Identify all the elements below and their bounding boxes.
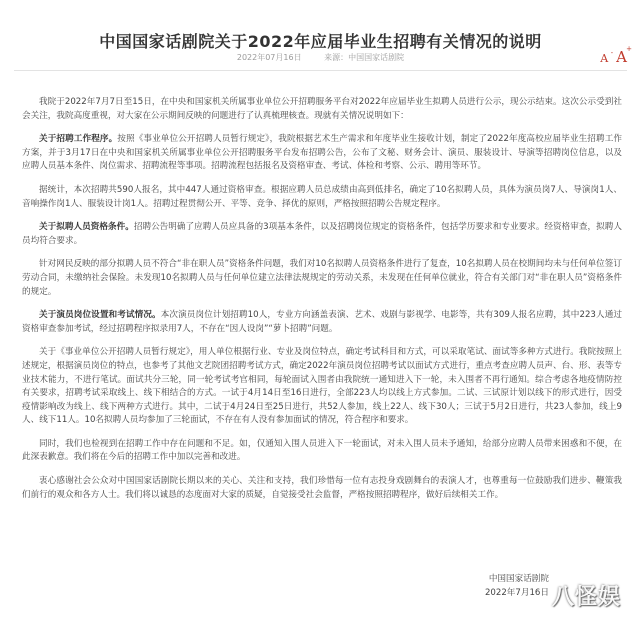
paragraph-process xyxy=(22,133,622,174)
paragraph-qualification-text: 招聘公告明确了应聘人员应具备的3项基本条件，以及招聘岗位规定的资格条件，包括学历要求和专业要求。经资格审查，拟聘人员均符合要求。 xyxy=(22,222,622,246)
font-decrease-sign: - xyxy=(610,49,614,57)
font-size-controls xyxy=(600,45,632,66)
header-divider xyxy=(14,70,627,71)
font-increase-sign: + xyxy=(626,45,632,53)
paragraph-process-text: 按照《事业单位公开招聘人员暂行规定》，我院根据艺术生产需求和年度毕业生接收计划，制定了2022年度高校应届毕业生招聘工作方案，并于3月17日在中央和国家机关所属事业单位公开招聘服务平台发布招聘公告，公布了文秘、财务会计、演员、服装设计、导演等招聘岗位信息，以及应聘人员基本条件、岗位需求、招聘流程等事项。招聘流程包括报名及资格审查、考试、体检和考察、公示、聘用等环节。 xyxy=(22,134,622,172)
watermark-logo: 八怪娱 xyxy=(551,585,621,610)
paragraph-thanks-text: 衷心感谢社会公众对中国国家话剧院长期以来的关心、关注和支持，我们珍惜每一位有志投身戏剧舞台的表演人才，也尊重每一位鼓励我们进步、鞭策我们前行的观众和各方人士。我们将以诚恳的态度面对大家的质疑，自觉接受社会监督，严格按照招聘程序，做好后续相关工作。 xyxy=(22,476,622,500)
paragraph-exam-format-text: 关于《事业单位公开招聘人员暂行规定》，用人单位根据行业、专业及岗位特点，确定考试科目和方式，可以采取笔试、面试等多种方式进行。我院按照上述规定，根据演员岗位的特点，也参考了其他文艺院团招聘考试方式，确定2022年演员岗位招聘考试以面试方式进行，重点考查应聘人员声、台、形、表等专业技术能力，不进行笔试。面试共分三轮，同一轮考试考官相同，每轮面试入围者由我院统一通知进入下一轮，未入围者不再行通知。综合考虑各地疫情防控有关要求，招聘考试采取线上、线下相结合的方式。一试于4月14日至16日进行，全部223人均以线上方式参加。二试、三试原计划以线下的形式进行，因受疫情影响改为线上、线下两种方式进行。其中，二试于4月24日至25日进行，共52人参加，线上22人、线下30人；三试于5月2日进行，共23人参加，线上9人、线下11人。10名拟聘人员均参加了三轮面试，不存在有人没有参加面试的情况，符合程序和要求。 xyxy=(22,347,622,426)
publish-date: 2022年07月16日 xyxy=(236,53,302,62)
paragraph-actor-positions-text: 本次演员岗位计划招聘10人，专业方向涵盖表演、艺术、戏剧与影视学、电影等，共有309人报名应聘，其中223人通过资格审查参加考试，经过招聘程序拟录用7人，不存在“因人设岗”“萝卜招聘”问题。 xyxy=(22,310,622,334)
paragraph-thanks xyxy=(22,475,622,502)
paragraph-employment-status xyxy=(22,258,622,299)
article-meta xyxy=(0,52,641,63)
font-decrease-label: A xyxy=(600,52,609,65)
signature-block xyxy=(485,572,549,600)
font-increase-label: A xyxy=(616,48,627,66)
paragraph-qualification xyxy=(22,221,622,248)
article-source: 来源：中国国家话剧院 xyxy=(324,53,405,62)
font-increase-button[interactable] xyxy=(616,45,632,66)
section-heading-actor-positions: 关于演员岗位设置和考试情况。 xyxy=(39,310,161,321)
paragraph-employment-status-text: 针对网民反映的部分拟聘人员不符合“非在职人员”资格条件问题，我们对10名拟聘人员资格条件进行了复查，10名拟聘人员在校期间均未与任何单位签订劳动合同，未缴纳社会保险。未发现10名拟聘人员与任何单位建立法律法规规定的劳动关系，未发现在任何单位就业，符合有关部门对“非在职人员”资格条件的规定。 xyxy=(22,259,622,297)
font-decrease-button[interactable] xyxy=(600,49,614,65)
article-title: 中国国家话剧院关于2022年应届毕业生招聘有关情况的说明 xyxy=(99,31,542,51)
paragraph-statistics xyxy=(22,184,622,211)
paragraph-exam-format xyxy=(22,346,622,428)
paragraph-actor-positions xyxy=(22,309,622,336)
section-heading-process: 关于招聘工作程序。 xyxy=(39,134,118,145)
article-body xyxy=(22,96,622,512)
signature-date: 2022年7月16日 xyxy=(484,588,549,598)
paragraph-apology xyxy=(22,438,622,465)
paragraph-intro xyxy=(22,96,622,123)
paragraph-statistics-text: 据统计，本次招聘共590人报名，其中447人通过资格审查。根据应聘人员总成绩由高到低排名，确定了10名拟聘人员，具体为演员岗7人、导演岗1人、音响操作岗1人、服装设计岗1人。招聘过程贯彻公开、平等、竞争、择优的原则，严格按照招聘公告规定程序。 xyxy=(22,184,622,209)
section-heading-qualification: 关于拟聘人员资格条件。 xyxy=(39,222,134,233)
paragraph-apology-text: 同时，我们也检视到在招聘工作中存在问题和不足。如，仅通知入围人员进入下一轮面试，对未入围人员未予通知，给部分应聘人员带来困惑和不便，在此深表歉意。我们将在今后的招聘工作中加以完善和改进。 xyxy=(22,438,622,463)
paragraph-intro-text: 我院于2022年7月7日至15日，在中央和国家机关所属事业单位公开招聘服务平台对2022年应届毕业生拟聘人员进行公示，现公示结束。这次公示受到社会关注，我院高度重视，对大家在公示期间反映的问题进行了认真梳理核查。现就有关情况说明如下： xyxy=(22,97,622,121)
signature-org: 中国国家话剧院 xyxy=(488,574,549,584)
